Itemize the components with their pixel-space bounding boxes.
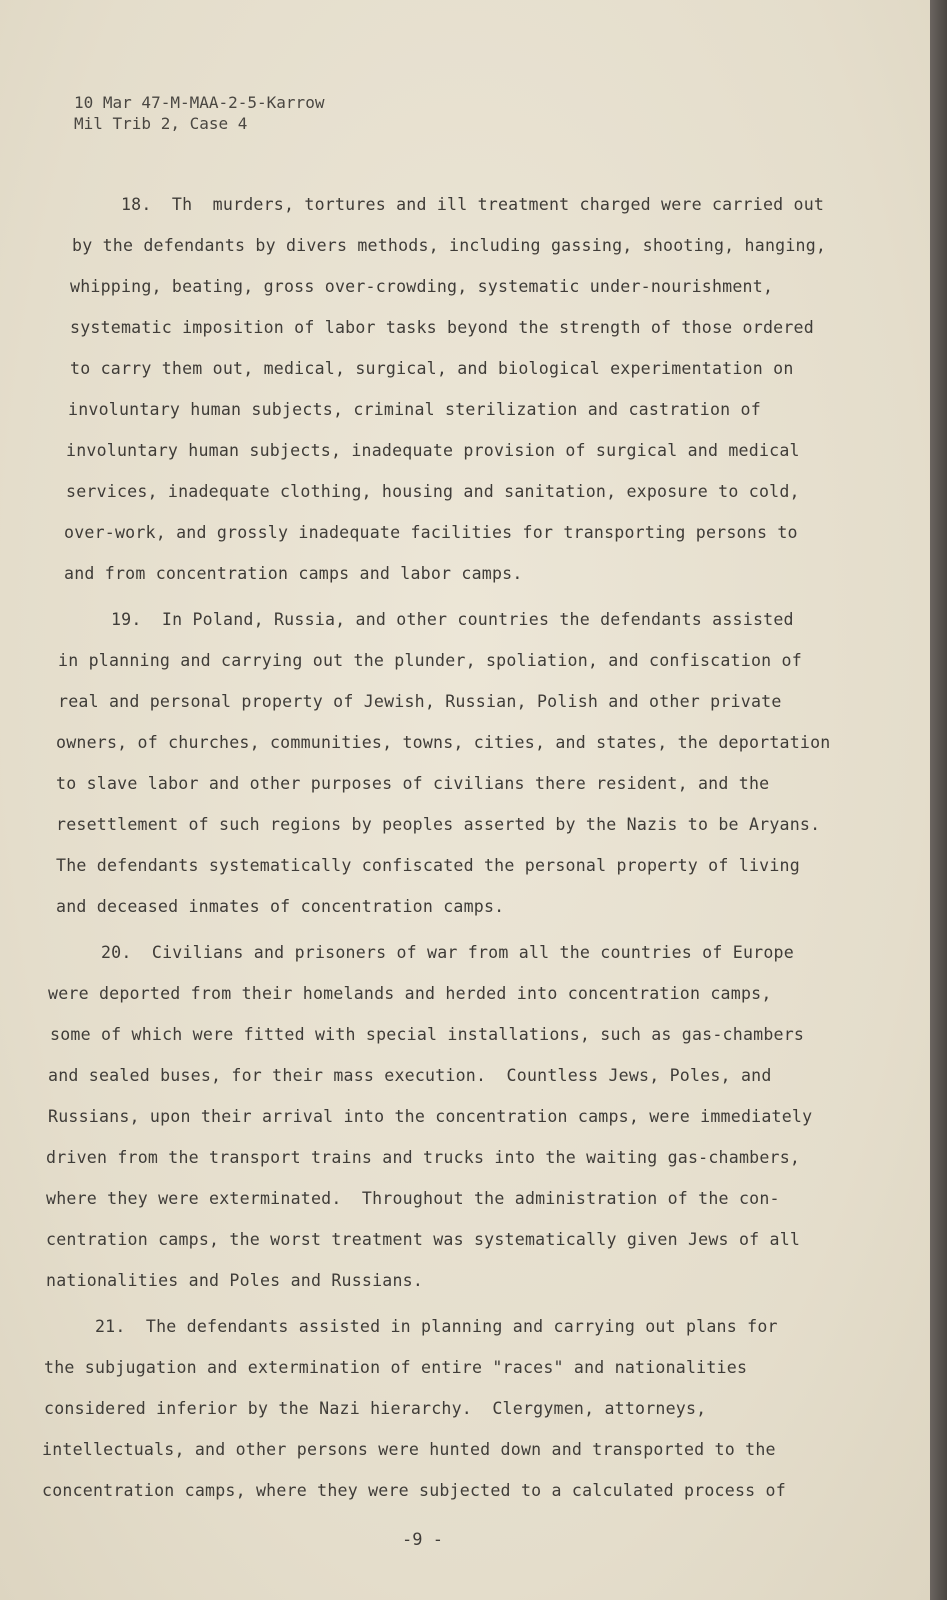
text-line: some of which were fitted with special installations, such as gas-chambers [50, 1025, 805, 1044]
text-line: and sealed buses, for their mass execution. Countless Jews, Poles, and [48, 1066, 772, 1085]
text-line: owners, of churches, communities, towns, cities, and states, the deportation [56, 733, 831, 752]
text-line: considered inferior by the Nazi hierarchy. Clergymen, attorneys, [44, 1399, 707, 1418]
text-line: intellectuals, and other persons were hunted down and transported to the [42, 1440, 776, 1459]
header-line-2: Mil Trib 2, Case 4 [74, 114, 248, 133]
text-line: centration camps, the worst treatment was systematically given Jews of all [46, 1230, 801, 1249]
text-line: real and personal property of Jewish, Russian, Polish and other private [58, 692, 782, 711]
text-line: 19. In Poland, Russia, and other countries the defendants assisted [60, 610, 794, 629]
text-line: and deceased inmates of concentration camps. [56, 897, 505, 916]
text-line: where they were exterminated. Throughout the administration of the con- [46, 1189, 780, 1208]
text-line: were deported from their homelands and herded into concentration camps, [48, 984, 772, 1003]
text-line: 21. The defendants assisted in planning and carrying out plans for [44, 1317, 778, 1336]
text-line: over-work, and grossly inadequate facilities for transporting persons to [64, 523, 798, 542]
text-line: and from concentration camps and labor camps. [64, 564, 523, 583]
text-line: the subjugation and extermination of entire "races" and nationalities [44, 1358, 748, 1377]
text-line: driven from the transport trains and trucks into the waiting gas-chambers, [46, 1148, 801, 1167]
text-line: 20. Civilians and prisoners of war from all the countries of Europe [50, 943, 794, 962]
document-header [74, 92, 324, 134]
header-line-1: 10 Mar 47-M-MAA-2-5-Karrow [74, 93, 325, 112]
text-line: to slave labor and other purposes of civilians there resident, and the [56, 774, 770, 793]
text-line: nationalities and Poles and Russians. [46, 1271, 424, 1290]
text-line: to carry them out, medical, surgical, and biological experimentation on [70, 359, 794, 378]
text-line: in planning and carrying out the plunder, spoliation, and confiscation of [58, 651, 802, 670]
text-line: involuntary human subjects, inadequate provision of surgical and medical [66, 441, 800, 460]
text-line: concentration camps, where they were subjected to a calculated process of [42, 1481, 786, 1500]
page-number: -9 - [402, 1530, 443, 1550]
text-line: whipping, beating, gross over-crowding, systematic under-nourishment, [70, 277, 774, 296]
text-line: The defendants systematically confiscated the personal property of living [56, 856, 800, 875]
text-line: Russians, upon their arrival into the concentration camps, were immediately [48, 1107, 813, 1126]
text-line: 18. Th murders, tortures and ill treatment charged were carried out [70, 195, 825, 214]
text-line: involuntary human subjects, criminal sterilization and castration of [68, 400, 761, 419]
text-line: systematic imposition of labor tasks beyond the strength of those ordered [70, 318, 814, 337]
page-edge [930, 0, 947, 1600]
text-line: services, inadequate clothing, housing and sanitation, exposure to cold, [66, 482, 800, 501]
text-line: resettlement of such regions by peoples asserted by the Nazis to be Aryans. [56, 815, 821, 834]
text-line: by the defendants by divers methods, including gassing, shooting, hanging, [72, 236, 827, 255]
